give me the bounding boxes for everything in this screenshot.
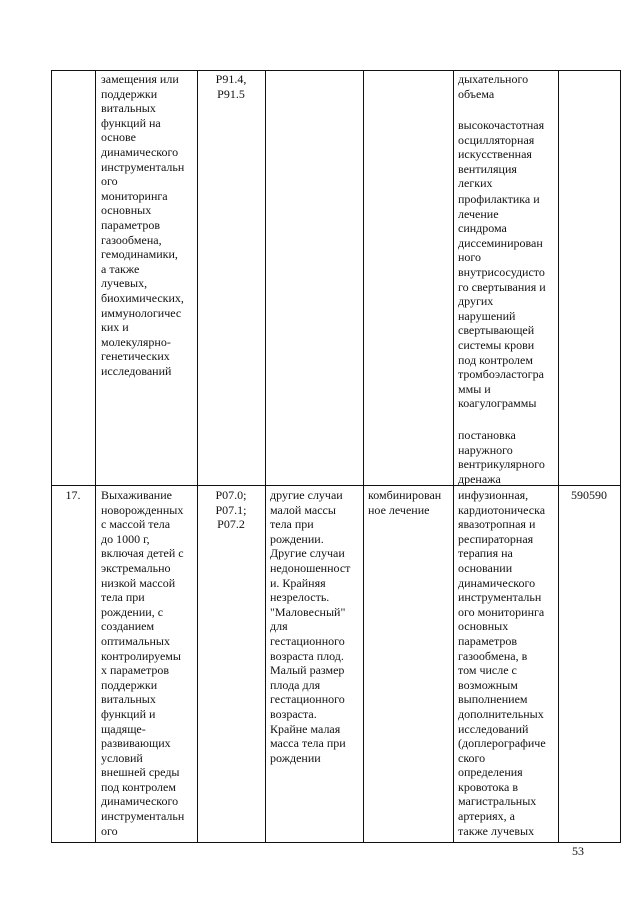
- column-divider: [265, 70, 266, 843]
- row-17-cost: 590590: [571, 488, 607, 502]
- column-divider: [197, 70, 198, 843]
- continued-method-block: дыхательного объема: [458, 72, 529, 101]
- table-right-border: [620, 70, 621, 843]
- row-17-treatment-method: инфузионная, кардиотоническа явазотропная и респираторная терапия на основании динамического инструментальн ого мониторинга основных параметров газообмена, в том числе с возможным выполнением дополнительных исследований (доплерографиче ского определения кровотока в магистральных артериях, а также лучевых: [458, 488, 546, 838]
- continued-diagnosis-codes: P91.4, P91.5: [215, 72, 247, 101]
- column-divider: [95, 70, 96, 843]
- table-top-border: [51, 70, 621, 71]
- continued-method-block: постановка наружного вентрикулярного дренажа: [458, 428, 545, 486]
- table-left-border: [51, 70, 52, 843]
- column-divider: [453, 70, 454, 843]
- row-17-patient-model: другие случаи малой массы тела при рождении. Другие случаи недоношенност и. Крайняя незрелость. "Маловесный" для гестационного возраста плод. Малый размер плода для гестационного возраста. Крайне малая масса тела при рождении: [270, 488, 351, 765]
- column-divider: [558, 70, 559, 843]
- continued-method-name: замещения или поддержки витальных функций на основе динамического инструментальн ого мониторинга основных параметров газообмена, гемодинамики, а также лучевых, биохимических, иммунологичес ких и молекулярно- генетических исследований: [101, 72, 185, 378]
- row-17-treatment-type: комбинирован ное лечение: [368, 488, 442, 517]
- row-17-diagnosis-codes: P07.0; P07.1; P07.2: [215, 488, 247, 532]
- row-17-method-name: Выхаживание новорожденных с массой тела до 1000 г, включая детей с экстремально низкой массой тела при рождении, с созданием оптимальных контролируемы х параметров поддержки витальных функций и щадяще- развивающих условий внешней среды под контролем динамического инструментальн ого: [101, 488, 185, 838]
- continued-method-block: высокочастотная осцилляторная искусственная вентиляция легких: [458, 118, 545, 191]
- table-bottom-border: [51, 842, 621, 843]
- continued-method-block: профилактика и лечение синдрома диссеминирован ного внутрисосудисто го свертывания и других нарушений свертывающей системы крови под контролем тромбоэластогра ммы и коагулограммы: [458, 192, 546, 411]
- page-number: 53: [572, 844, 584, 858]
- row-number: 17.: [65, 488, 81, 502]
